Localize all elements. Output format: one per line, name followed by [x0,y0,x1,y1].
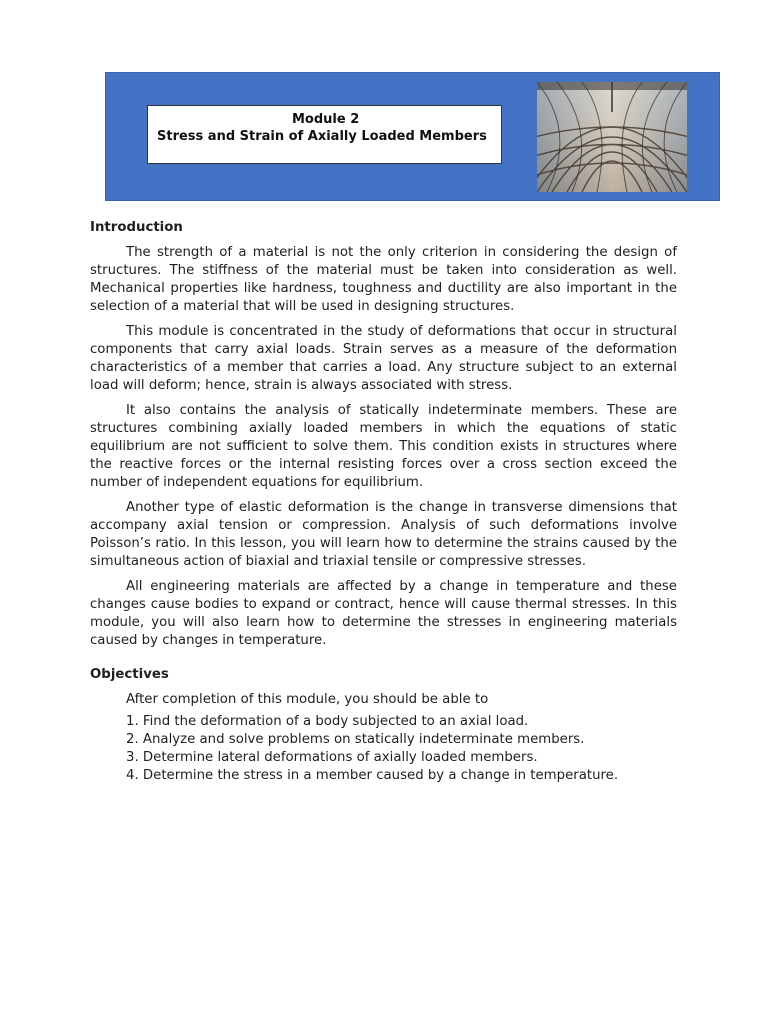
objective-item: 4. Determine the stress in a member caused by a change in temperature. [126,768,619,783]
module-banner [105,72,720,201]
document-body [90,219,677,785]
objectives-heading: Objectives [90,667,169,682]
intro-paragraph: It also contains the analysis of statically indeterminate members. These are structures combining axially loaded members in which the equations of static equilibrium are not sufficient to solve them. This condition exists in structures where the reactive forces or the internal resisting forces over a cross section exceed the number of independent equations for equilibrium. [90,403,677,490]
atrium-ceiling-image [537,82,687,192]
intro-paragraph: This module is concentrated in the study of deformations that occur in structural components that carry axial loads. Strain serves as a measure of the deformation characteristics of a member that carries a load. Any structure subject to an external load will deform; hence, strain is always associated with stress. [90,324,677,393]
module-label: Module 2 [292,112,360,127]
introduction-heading: Introduction [90,220,183,235]
intro-paragraph: Another type of elastic deformation is the change in transverse dimensions that accompany axial tension or compression. Analysis of such deformations involve Poisson’s ratio. In this lesson, you will learn how to determine the strains caused by the simultaneous action of biaxial and triaxial tensile or compressive stresses. [90,500,677,569]
objective-item: 3. Determine lateral deformations of axially loaded members. [126,750,538,765]
module-title-box [147,105,502,164]
objectives-lead: After completion of this module, you should be able to [126,692,489,707]
objective-item: 1. Find the deformation of a body subjected to an axial load. [126,714,529,729]
intro-paragraph: All engineering materials are affected by a change in temperature and these changes cause bodies to expand or contract, hence will cause thermal stresses. In this module, you will also learn how to determine the stresses in engineering materials caused by changes in temperature. [90,579,677,648]
objectives-list [90,713,677,785]
objective-item: 2. Analyze and solve problems on statically indeterminate members. [126,732,585,747]
intro-paragraph: The strength of a material is not the only criterion in considering the design of structures. The stiffness of the material must be taken into consideration as well. Mechanical properties like hardness, toughness and ductility are also important in the selection of a material that will be used in designing structures. [90,245,677,314]
module-title: Stress and Strain of Axially Loaded Members [157,129,487,144]
